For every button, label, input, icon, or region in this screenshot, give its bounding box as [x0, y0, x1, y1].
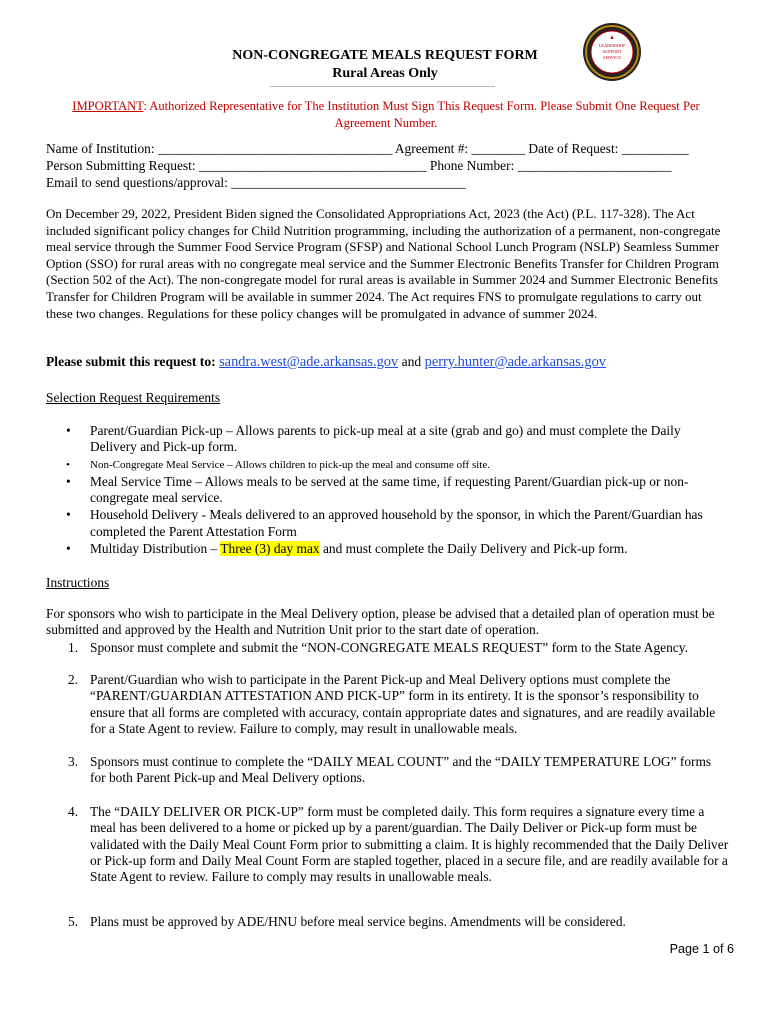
step-text: Parent/Guardian who wish to participate in the Parent Pick-up and Meal Delivery options must complete the “PARENT/GUARDIAN ATTESTATION AND PICK-UP” form in its entirety. It is the sponsor’s responsibility to ensure that all forms are completed with accuracy, contain appropriate dates and signatures, and are readily available for a State Agent to review. Failure to comply, may result in unallowable meals. [90, 672, 716, 736]
step-text: Plans must be approved by ADE/HNU before meal service begins. Amendments will be considered. [90, 914, 626, 929]
bullet-icon: • [66, 458, 70, 471]
email-link-perry[interactable]: perry.hunter@ade.arkansas.gov [424, 354, 606, 370]
important-label: IMPORTANT [72, 99, 144, 113]
list-item [46, 507, 730, 540]
bullet-text: Household Delivery - Meals delivered to an approved household by the sponsor, in which the Parent/Guardian has completed the Parent Attestation Form [90, 507, 703, 539]
selection-requirements-list [46, 423, 730, 558]
step-number: 4. [68, 804, 79, 819]
bullet-icon: • [66, 423, 71, 438]
submit-label: Please submit this request to: [46, 354, 216, 369]
list-item [46, 754, 730, 787]
step-number: 5. [68, 914, 79, 929]
step-text: Sponsor must complete and submit the “NON-CONGREGATE MEALS REQUEST” form to the State Agency. [90, 640, 688, 655]
submit-request-line [46, 354, 606, 371]
email-link-sandra[interactable]: sandra.west@ade.arkansas.gov [219, 354, 399, 370]
bullet-text: Non-Congregate Meal Service – Allows children to pick-up the meal and consume off site. [90, 458, 490, 471]
step-number: 1. [68, 640, 79, 655]
instructions-intro: For sponsors who wish to participate in the Meal Delivery option, please be advised that a detailed plan of operation must be submitted and approved by the Health and Nutrition Unit prior to the start date of operation. [46, 606, 715, 638]
step-text: The “DAILY DELIVER OR PICK-UP” form must be completed daily. This form requires a signature every time a meal has been delivered to a home or picked up by a parent/guardian. The Daily Deliver or Pick-up form must be validated with the Daily Meal Count Form prior to submitting a claim. It is highly recommended that the Daily Deliver or Pick-up form and Daily Meal Count Form are stapled together, placed in a secure file, and are readily available for a State Agent to review. Failure to comply may results in unallowable meals. [90, 804, 729, 885]
important-text: : Authorized Representative for The Institution Must Sign This Request Form. Please Submit One Request Per Agreement Number. [143, 99, 700, 130]
email-field[interactable]: Email to send questions/approval: ___________________________________ [46, 175, 466, 190]
bullet-icon: • [66, 507, 71, 523]
bullet-text: Parent/Guardian Pick-up – Allows parents to pick-up meal at a site (grab and go) and must complete the Daily Delivery and Pick-up form. [90, 423, 681, 455]
form-subtitle: Rural Areas Only [332, 66, 438, 81]
step-number: 2. [68, 672, 79, 687]
bullet-icon: • [66, 541, 71, 557]
list-item [46, 541, 730, 557]
list-item [46, 474, 730, 507]
list-item [46, 457, 730, 473]
institution-agreement-date-fields[interactable]: Name of Institution: ___________________________________ Agreement #: ________ Date of Request: __________ [46, 141, 689, 156]
step-text: Sponsors must continue to complete the “DAILY MEAL COUNT” and the “DAILY TEMPERATURE LOG” forms for both Parent Pick-up and Meal Delivery options. [90, 754, 712, 786]
selection-requirements-heading: Selection Request Requirements [46, 390, 221, 405]
bullet-text: Meal Service Time – Allows meals to be served at the same time, if requesting Parent/Guardian pick-up or non-congregate meal service. [90, 473, 689, 506]
list-item [46, 914, 730, 930]
highlighted-text: Three (3) day max [220, 541, 320, 557]
logo-text-1: LEADERSHIP [598, 43, 626, 48]
form-title: NON-CONGREGATE MEALS REQUEST FORM [232, 48, 538, 63]
submit-and: and [401, 354, 422, 369]
important-notice [46, 98, 726, 132]
list-item [46, 804, 730, 885]
list-item [46, 672, 730, 737]
step-number: 3. [68, 754, 79, 769]
instructions-heading: Instructions [46, 575, 110, 590]
bullet-icon: • [66, 473, 71, 489]
logo-text-3: SERVICE [603, 55, 621, 60]
list-item [46, 423, 730, 456]
logo-text-2: SUPPORT [602, 49, 622, 54]
page-number: Page 1 of 6 [669, 942, 734, 956]
list-item [46, 640, 730, 656]
person-phone-fields[interactable]: Person Submitting Request: __________________________________ Phone Number: _______________________ [46, 158, 672, 173]
bullet5-prefix: Multiday Distribution – [90, 541, 221, 557]
intro-paragraph: On December 29, 2022, President Biden signed the Consolidated Appropriations Act, 2023 (the Act) (P.L. 117-328). The Act included significant policy changes for Child Nutrition programming, including the authorization of a permanent, non-congregate meal service through the Summer Food Service Program (SFSP) and National School Lunch Program (NSLP) Seamless Summer Option (SSO) for rural areas with no congregate meal service and the Summer Electronic Benefits Transfer for Children Program (Section 502 of the Act). The non-congregate model for rural areas is available in Summer 2024 and Summer Electronic Benefits Transfer for Children Program will be available in summer 2024. The Act requires FNS to promulgate regulations to carry out these two changes. Regulations for these policy changes will be promulgated in advance of summer 2024. [46, 206, 721, 321]
bullet5-suffix: and must complete the Daily Delivery and Pick-up form. [319, 541, 628, 557]
title-divider [270, 86, 495, 87]
